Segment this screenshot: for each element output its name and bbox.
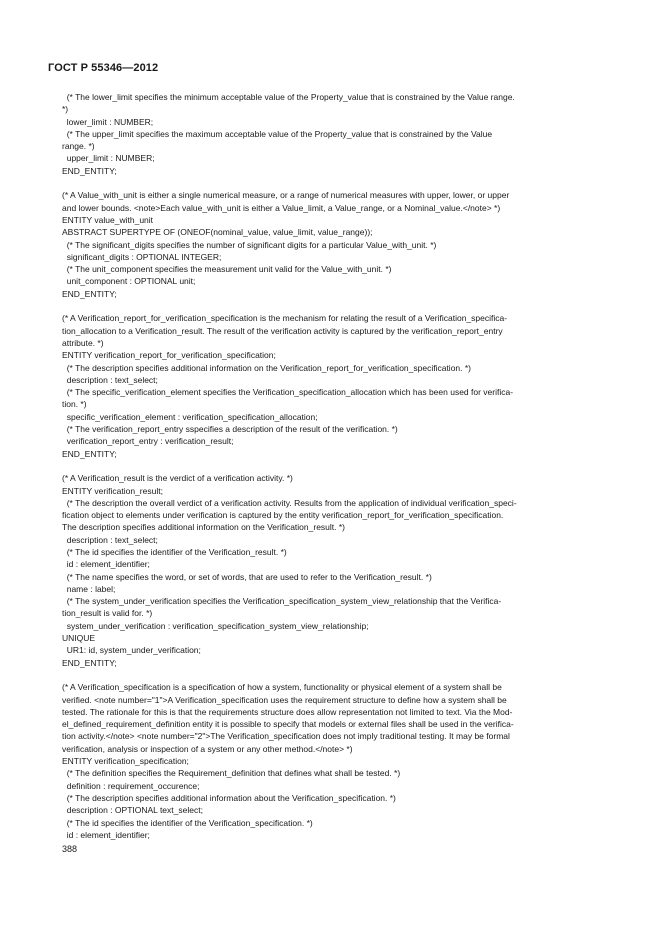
document-standard-header: ГОСТ Р 55346—2012 bbox=[48, 62, 159, 74]
text-line: The description specifies additional information on the Verification_result. *) bbox=[62, 522, 346, 533]
text-line: ENTITY verification_specification; bbox=[62, 756, 189, 767]
text-line: (* A Verification_report_for_verification_specification is the mechanism for relating the result of a Verification_specifica- bbox=[62, 313, 508, 324]
text-line: (* The id specifies the identifier of the Verification_result. *) bbox=[62, 546, 287, 557]
text-line: (* The verification_report_entry sspecifies a description of the result of the verification. *) bbox=[62, 424, 398, 435]
text-line: (* The lower_limit specifies the minimum acceptable value of the Property_value that is constrained by the Value range. bbox=[62, 92, 515, 102]
text-line: (* The id specifies the identifier of the Verification_specification. *) bbox=[62, 817, 313, 828]
blank-line bbox=[62, 177, 602, 189]
text-line: (* A Verification_result is the verdict of a verification activity. *) bbox=[62, 473, 293, 484]
text-line: tested. The rationale for this is that the requirements structure does allow representation not limited to text. Via the Mod- bbox=[62, 706, 513, 717]
text-line: (* A Verification_specification is a specification of how a system, functionality or physical element of a system shall be bbox=[62, 682, 502, 693]
text-line: fication object to elements under verification is captured by the entity verification_report_for_verification_specification. bbox=[62, 510, 504, 521]
text-line: attribute. *) bbox=[62, 337, 104, 348]
text-line: tion_allocation to a Verification_result. The result of the verification activity is captured by the verification_report_entry bbox=[62, 325, 503, 336]
text-line: definition : requirement_occurence; bbox=[62, 780, 200, 791]
text-line: (* The significant_digits specifies the number of significant digits for a particular Value_with_unit. *) bbox=[62, 239, 437, 250]
text-line: UR1: id, system_under_verification; bbox=[62, 645, 201, 656]
text-line: and lower bounds. <note>Each value_with_unit is either a Value_limit, a Value_range, or a Nominal_value.</note> *) bbox=[62, 202, 501, 213]
text-line: upper_limit : NUMBER; bbox=[62, 153, 155, 164]
text-line: description : text_select; bbox=[62, 374, 158, 385]
text-line: ENTITY verification_result; bbox=[62, 485, 163, 496]
text-line: (* A Value_with_unit is either a single numerical measure, or a range of numerical measures with upper, lower, or upper bbox=[62, 190, 510, 201]
text-line: (* The system_under_verification specifies the Verification_specification_system_view_relationship that the Verifica- bbox=[62, 596, 502, 607]
text-line: tion_result is valid for. *) bbox=[62, 608, 153, 619]
text-line: (* The name specifies the word, or set of words, that are used to refer to the Verification_result. *) bbox=[62, 571, 432, 582]
text-line: significant_digits : OPTIONAL INTEGER; bbox=[62, 251, 222, 262]
text-line: (* The description the overall verdict of a verification activity. Results from the application of individual verification_speci- bbox=[62, 497, 517, 508]
text-line: (* The definition specifies the Requirement_definition that defines what shall be tested. *) bbox=[62, 768, 401, 779]
text-line: verification_report_entry : verification_result; bbox=[62, 436, 234, 447]
text-line: id : element_identifier; bbox=[62, 559, 150, 570]
text-line: (* The upper_limit specifies the maximum acceptable value of the Property_value that is constrained by the Value bbox=[62, 128, 493, 139]
text-line: (* The description specifies additional information on the Verification_report_for_verification_specification. *) bbox=[62, 362, 472, 373]
text-line: tion activity.</note> <note number="2">The Verification_specification does not imply traditional testing. It may be formal bbox=[62, 731, 510, 742]
text-line: range. *) bbox=[62, 141, 95, 152]
text-line: description : text_select; bbox=[62, 534, 158, 545]
text-line: name : label; bbox=[62, 583, 116, 594]
text-line: specific_verification_element : verification_specification_allocation; bbox=[62, 411, 318, 422]
page-number: 388 bbox=[62, 844, 78, 854]
text-line: (* The unit_component specifies the measurement unit valid for the Value_with_unit. *) bbox=[62, 264, 392, 275]
blank-line bbox=[62, 460, 602, 472]
express-schema-text bbox=[62, 91, 602, 841]
text-line: ENTITY verification_report_for_verification_specification; bbox=[62, 350, 276, 361]
blank-line bbox=[62, 669, 602, 681]
text-line: END_ENTITY; bbox=[62, 288, 117, 299]
text-line: lower_limit : NUMBER; bbox=[62, 116, 154, 127]
text-line: UNIQUE bbox=[62, 633, 96, 644]
text-line: END_ENTITY; bbox=[62, 448, 117, 459]
text-line: (* The description specifies additional information about the Verification_specification. *) bbox=[62, 792, 396, 803]
text-line: unit_component : OPTIONAL unit; bbox=[62, 276, 196, 287]
text-line: verification, analysis or inspection of a system or any other method.</note> *) bbox=[62, 743, 353, 754]
text-line: (* The specific_verification_element specifies the Verification_specification_allocation which has been used for verifica- bbox=[62, 387, 514, 398]
text-line: id : element_identifier; bbox=[62, 829, 150, 840]
text-line: description : OPTIONAL text_select; bbox=[62, 805, 203, 816]
text-line: verified. <note number="1">A Verification_specification uses the requirement structure to define how a system shall be bbox=[62, 694, 507, 705]
text-line: ABSTRACT SUPERTYPE OF (ONEOF(nominal_value, value_limit, value_range)); bbox=[62, 227, 373, 238]
text-line: tion. *) bbox=[62, 399, 87, 410]
text-line: END_ENTITY; bbox=[62, 165, 117, 176]
text-line: system_under_verification : verification_specification_system_view_relationship; bbox=[62, 620, 369, 631]
blank-line bbox=[62, 300, 602, 312]
text-line: END_ENTITY; bbox=[62, 657, 117, 668]
text-line: *) bbox=[62, 104, 69, 115]
text-line: ENTITY value_with_unit bbox=[62, 214, 154, 225]
text-line: el_defined_requirement_definition entity it is possible to specify that models or external files shall be used in the verifica- bbox=[62, 719, 514, 730]
